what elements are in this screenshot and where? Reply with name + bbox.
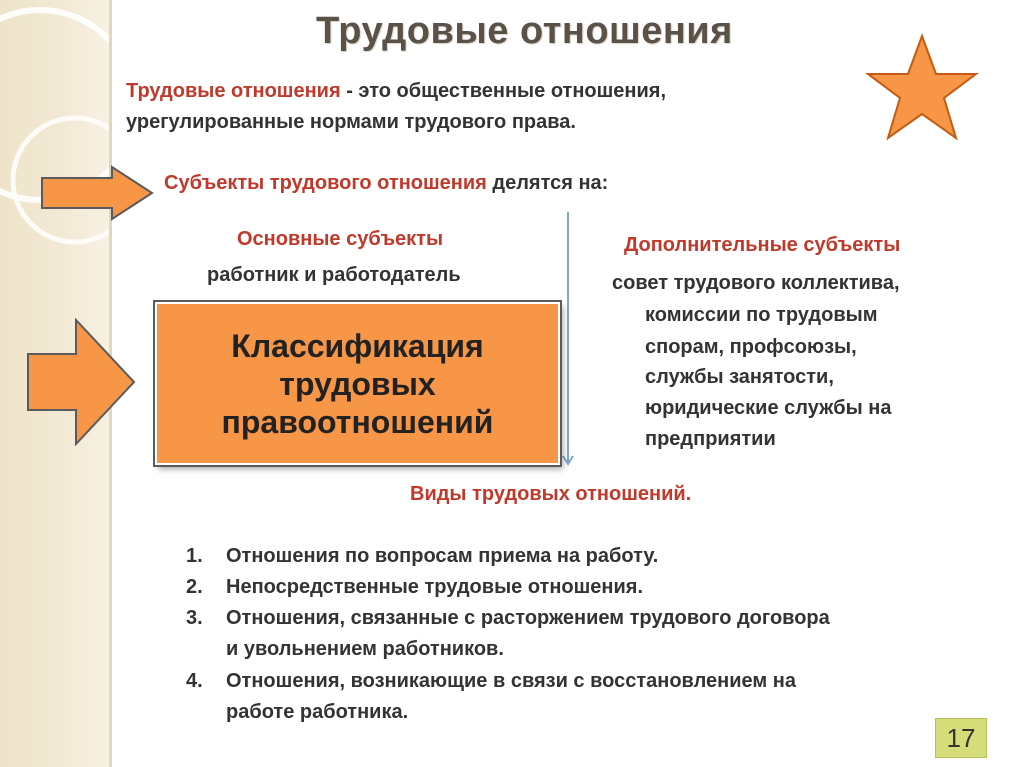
star-icon: [864, 32, 980, 142]
definition-rest: - это общественные отношения,: [340, 80, 667, 102]
main-subjects-heading: Основные субъекты: [237, 228, 444, 250]
list-item-text: и увольнением работников.: [226, 638, 504, 660]
additional-line-3: спорам, профсоюзы,: [645, 336, 857, 358]
additional-subjects-heading: Дополнительные субъекты: [624, 234, 901, 256]
classification-text: Классификация трудовых правоотношений: [221, 327, 494, 440]
list-item-text: Отношения, возникающие в связи с восстановлением на: [226, 670, 796, 692]
types-heading: Виды трудовых отношений.: [410, 483, 692, 505]
additional-line-5: юридические службы на: [645, 397, 892, 419]
list-item-text: Отношения, связанные с расторжением трудового договора: [226, 607, 830, 629]
subjects-term: Субъекты трудового отношения: [164, 172, 487, 194]
arrow-right-icon: [26, 318, 138, 446]
definition-line-1: [126, 80, 666, 103]
classification-box: [155, 302, 560, 465]
additional-line-2: комиссии по трудовым: [645, 304, 878, 326]
list-item-text: Непосредственные трудовые отношения.: [226, 576, 644, 598]
list-number: 1.: [186, 545, 203, 567]
list-number: 2.: [186, 576, 203, 598]
additional-line-4: службы занятости,: [645, 366, 834, 388]
page-number: 17: [935, 718, 987, 758]
additional-line-1: совет трудового коллектива,: [612, 272, 900, 294]
subjects-line: [164, 172, 608, 195]
list-number: 4.: [186, 670, 203, 692]
additional-line-6: предприятии: [645, 428, 776, 450]
list-item-text: Отношения по вопросам приема на работу.: [226, 545, 659, 567]
main-subjects-text: работник и работодатель: [207, 264, 461, 286]
definition-line-2: урегулированные нормами трудового права.: [126, 111, 576, 133]
arrow-right-icon: [40, 165, 156, 221]
slide-title: Трудовые отношения: [316, 10, 733, 52]
divider-arrow-down-icon: [562, 212, 574, 470]
list-item-text: работе работника.: [226, 701, 409, 723]
definition-term: Трудовые отношения: [126, 80, 341, 102]
subjects-rest: делятся на:: [486, 172, 609, 194]
list-number: 3.: [186, 607, 203, 629]
